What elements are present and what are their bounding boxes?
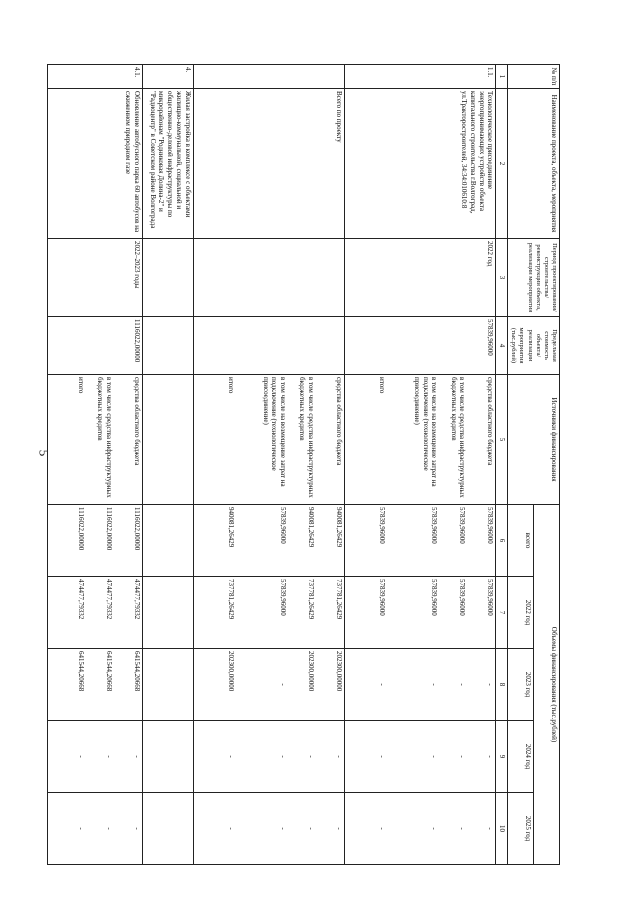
cost-cell: 1116022,00000 bbox=[47, 317, 142, 375]
source-cell bbox=[47, 375, 142, 505]
period-cell: 2022–2023 годы bbox=[47, 239, 142, 317]
cost-cell: 57839,96000 bbox=[345, 317, 496, 375]
value: - bbox=[430, 827, 439, 830]
value: - bbox=[76, 827, 85, 830]
value: 737781,26429 bbox=[307, 579, 316, 620]
value: - bbox=[458, 683, 467, 686]
value: - bbox=[378, 683, 387, 686]
value: - bbox=[378, 755, 387, 758]
y2023-cell bbox=[47, 649, 142, 721]
value: - bbox=[486, 683, 495, 686]
header-name: Наименование проекта, объекта, мероприятия bbox=[508, 89, 560, 239]
header-total: всего bbox=[508, 505, 534, 577]
table-row bbox=[47, 65, 142, 865]
value: 57839,96000 bbox=[279, 507, 288, 544]
header-2022: 2022 год bbox=[508, 577, 534, 649]
value: 57839,96000 bbox=[458, 579, 467, 616]
y2023-cell bbox=[345, 649, 496, 721]
source-cell bbox=[345, 375, 496, 505]
value: - bbox=[307, 827, 316, 830]
colnum-1: 1 bbox=[496, 65, 508, 89]
value: 641544,20668 bbox=[132, 651, 141, 692]
row-number: 4. bbox=[142, 65, 193, 89]
value: - bbox=[104, 755, 113, 758]
value: - bbox=[132, 827, 141, 830]
value: - bbox=[430, 755, 439, 758]
table-row bbox=[345, 65, 496, 865]
value: 57839,96000 bbox=[378, 579, 387, 616]
colnum-5: 5 bbox=[496, 375, 508, 505]
column-number-row bbox=[496, 65, 508, 865]
value: 641544,20668 bbox=[76, 651, 85, 692]
source-total: итого bbox=[378, 377, 387, 394]
header-num: № п/п bbox=[508, 65, 560, 89]
header-source: Источники финансирования bbox=[508, 375, 560, 505]
row-number: 1.1. bbox=[345, 65, 496, 89]
colnum-9: 9 bbox=[496, 721, 508, 793]
value: - bbox=[279, 683, 288, 686]
y2025-cell bbox=[345, 793, 496, 865]
source-infra: в том числе средства инфраструктурных бюджетных кредитов bbox=[449, 377, 467, 498]
source-regional: средства областного бюджета bbox=[132, 377, 141, 466]
value: - bbox=[335, 827, 344, 830]
source-regional: средства областного бюджета bbox=[335, 377, 344, 466]
source-reimburse: в том числе на возмещение затрат на подключение (технологическое присоединение) bbox=[413, 377, 439, 487]
colnum-3: 3 bbox=[496, 239, 508, 317]
value: 474477,79332 bbox=[132, 579, 141, 620]
financing-table-wrapper bbox=[75, 64, 560, 864]
value: 737781,26429 bbox=[227, 579, 236, 620]
value: - bbox=[279, 827, 288, 830]
value: 940081,26429 bbox=[307, 507, 316, 548]
object-name: Всего по проекту bbox=[193, 89, 344, 239]
value: 641544,20668 bbox=[104, 651, 113, 692]
value: - bbox=[335, 755, 344, 758]
header-cost: Предельная стоимость объекта/ реализации мероприятия (тыс.рублей) bbox=[508, 317, 560, 375]
table-row bbox=[142, 65, 193, 865]
colnum-8: 8 bbox=[496, 649, 508, 721]
value: 737781,26429 bbox=[335, 579, 344, 620]
y2024-cell bbox=[47, 721, 142, 793]
colnum-7: 7 bbox=[496, 577, 508, 649]
value: - bbox=[227, 755, 236, 758]
value: - bbox=[458, 755, 467, 758]
object-name: Жилая застройка в комплексе с объектами жилищно-коммунальной, социальной и общественно-деловой инфраструктуры по микрорайонам "Родниковая Долина-2" и "Радиоцентр" в Советском районе Волгограда bbox=[142, 89, 193, 239]
source-infra: в том числе средства инфраструктурных бюджетных кредитов bbox=[298, 377, 316, 498]
total-cell bbox=[193, 505, 344, 577]
value: 474477,79332 bbox=[76, 579, 85, 620]
value: 1116022,00000 bbox=[132, 507, 141, 551]
value: 940081,26429 bbox=[227, 507, 236, 548]
value: 57839,96000 bbox=[458, 507, 467, 544]
y2025-cell bbox=[47, 793, 142, 865]
source-reimburse: в том числе на возмещение затрат на подключение (технологическое присоединение) bbox=[261, 377, 288, 487]
value: - bbox=[486, 755, 495, 758]
value: 474477,79332 bbox=[104, 579, 113, 620]
header-volumes: Объемы финансирования (тыс.рублей) bbox=[534, 505, 560, 865]
value: 1116022,00000 bbox=[104, 507, 113, 551]
value: - bbox=[76, 755, 85, 758]
colnum-2: 2 bbox=[496, 89, 508, 239]
value: 57839,96000 bbox=[378, 507, 387, 544]
value: 202300,00000 bbox=[227, 651, 236, 692]
period-cell: 2022 год bbox=[345, 239, 496, 317]
source-total: итого bbox=[227, 377, 236, 394]
value: - bbox=[307, 755, 316, 758]
header-2023: 2023 год bbox=[508, 649, 534, 721]
source-infra: в том числе средства инфраструктурных бюджетных кредитов bbox=[95, 377, 113, 498]
header-2024: 2024 год bbox=[508, 721, 534, 793]
value: 940081,26429 bbox=[335, 507, 344, 548]
y2022-cell bbox=[345, 577, 496, 649]
total-cell bbox=[47, 505, 142, 577]
total-cell bbox=[345, 505, 496, 577]
value: 57839,96000 bbox=[486, 579, 495, 616]
value: - bbox=[486, 827, 495, 830]
page-number: 5 bbox=[36, 449, 52, 457]
y2022-cell bbox=[193, 577, 344, 649]
object-name: Технологическое присоединение энергопринимающих устройств объекта капитального строительства г.Волгоград, ул.Тракторостроителей, 34:34:010610:8 bbox=[345, 89, 496, 239]
row-number: 4.1. bbox=[47, 65, 142, 89]
header-2025: 2025 год bbox=[508, 793, 534, 865]
value: - bbox=[227, 827, 236, 830]
value: 57839,96000 bbox=[430, 579, 439, 616]
colnum-10: 10 bbox=[496, 793, 508, 865]
value: - bbox=[132, 755, 141, 758]
value: - bbox=[104, 827, 113, 830]
table-row bbox=[193, 65, 344, 865]
y2022-cell bbox=[47, 577, 142, 649]
y2024-cell bbox=[193, 721, 344, 793]
value: - bbox=[430, 683, 439, 686]
value: 57839,96000 bbox=[486, 507, 495, 544]
source-total: итого bbox=[76, 377, 85, 394]
value: 57839,96000 bbox=[279, 579, 288, 616]
header-row-1 bbox=[534, 65, 560, 865]
y2024-cell bbox=[345, 721, 496, 793]
y2023-cell bbox=[193, 649, 344, 721]
source-regional: средства областного бюджета bbox=[486, 377, 495, 466]
value: 202300,00000 bbox=[307, 651, 316, 692]
value: - bbox=[458, 827, 467, 830]
header-period: Период проектирования/ строительства/ реконструкции объекта, реализации мероприятия bbox=[508, 239, 560, 317]
value: - bbox=[279, 755, 288, 758]
y2025-cell bbox=[193, 793, 344, 865]
source-cell bbox=[193, 375, 344, 505]
colnum-6: 6 bbox=[496, 505, 508, 577]
object-name: Обновление автобусного парка 60 автобусов на сжиженном природном газе bbox=[47, 89, 142, 239]
colnum-4: 4 bbox=[496, 317, 508, 375]
financing-table bbox=[47, 64, 560, 865]
value: 1116022,00000 bbox=[76, 507, 85, 551]
value: 202300,00000 bbox=[335, 651, 344, 692]
value: - bbox=[378, 827, 387, 830]
value: 57839,96000 bbox=[430, 507, 439, 544]
